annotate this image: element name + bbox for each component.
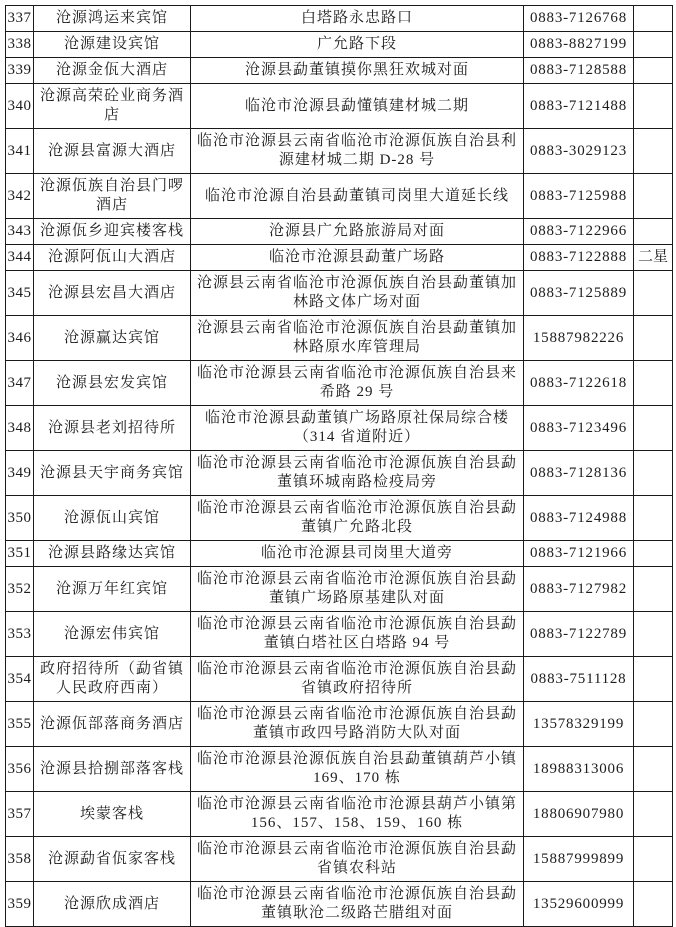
phone-cell: 0883-7125988: [524, 174, 634, 219]
address-cell: 临沧市沧源县云南省临沧市沧源佤族自治县来希路 29 号: [191, 361, 524, 406]
table-row: [6, 657, 673, 702]
phone-cell: 0883-7128588: [524, 58, 634, 84]
address-cell: 沧源县云南省临沧市沧源佤族自治县勐董镇加林路原水库管理局: [191, 316, 524, 361]
table-row: [6, 612, 673, 657]
row-number-cell: 357: [6, 792, 34, 837]
row-number-cell: 338: [6, 32, 34, 58]
row-number-cell: 359: [6, 882, 34, 927]
hotel-name-cell: 沧源县拾捌部落客栈: [34, 747, 191, 792]
address-cell: 临沧市沧源自治县勐董镇司岗里大道延长线: [191, 174, 524, 219]
hotel-name-cell: 沧源县路缘达宾馆: [34, 541, 191, 567]
row-number-cell: 347: [6, 361, 34, 406]
phone-cell: 0883-7126768: [524, 6, 634, 32]
address-cell: 临沧市沧源县勐董镇广场路原社保局综合楼（314 省道附近）: [191, 406, 524, 451]
row-number-cell: 341: [6, 129, 34, 174]
address-cell: 沧源县云南省临沧市沧源佤族自治县勐董镇加林路文体广场对面: [191, 271, 524, 316]
hotel-name-cell: 沧源万年红宾馆: [34, 567, 191, 612]
phone-cell: 0883-3029123: [524, 129, 634, 174]
star-rating-cell: [634, 129, 673, 174]
phone-cell: 0883-7122789: [524, 612, 634, 657]
phone-cell: 15887982226: [524, 316, 634, 361]
star-rating-cell: [634, 567, 673, 612]
hotel-name-cell: 沧源高荣砼业商务酒店: [34, 84, 191, 129]
star-rating-cell: [634, 406, 673, 451]
phone-cell: 0883-7121966: [524, 541, 634, 567]
address-cell: 广允路下段: [191, 32, 524, 58]
star-rating-cell: [634, 541, 673, 567]
address-cell: 临沧市沧源县司岗里大道旁: [191, 541, 524, 567]
hotel-name-cell: 沧源佤山宾馆: [34, 496, 191, 541]
star-rating-cell: [634, 657, 673, 702]
hotel-name-cell: 沧源县天宇商务宾馆: [34, 451, 191, 496]
table-row: [6, 316, 673, 361]
address-cell: 临沧市沧源县云南省临沧市沧源佤族自治县勐省镇农科站: [191, 837, 524, 882]
row-number-cell: 352: [6, 567, 34, 612]
star-rating-cell: [634, 271, 673, 316]
phone-cell: 0883-7122618: [524, 361, 634, 406]
hotel-name-cell: 沧源佤族自治县门啰酒店: [34, 174, 191, 219]
phone-cell: 0883-7121488: [524, 84, 634, 129]
table-row: [6, 219, 673, 245]
phone-cell: 0883-7127982: [524, 567, 634, 612]
star-rating-cell: [634, 316, 673, 361]
star-rating-cell: [634, 496, 673, 541]
table-row: [6, 496, 673, 541]
row-number-cell: 355: [6, 702, 34, 747]
phone-cell: 15887999899: [524, 837, 634, 882]
phone-cell: 0883-7122966: [524, 219, 634, 245]
phone-cell: 13578329199: [524, 702, 634, 747]
row-number-cell: 346: [6, 316, 34, 361]
address-cell: 临沧市沧源县云南省临沧市沧源佤族自治县勐董镇市政四号路消防大队对面: [191, 702, 524, 747]
table-row: [6, 6, 673, 32]
star-rating-cell: 二星: [634, 245, 673, 271]
phone-cell: 0883-7122888: [524, 245, 634, 271]
hotel-name-cell: 沧源县宏昌大酒店: [34, 271, 191, 316]
hotel-name-cell: 沧源宏伟宾馆: [34, 612, 191, 657]
star-rating-cell: [634, 174, 673, 219]
hotel-name-cell: 沧源建设宾馆: [34, 32, 191, 58]
table-row: [6, 837, 673, 882]
row-number-cell: 350: [6, 496, 34, 541]
phone-cell: 18988313006: [524, 747, 634, 792]
address-cell: 临沧市沧源县沧源佤族自治县勐董镇葫芦小镇 169、170 栋: [191, 747, 524, 792]
row-number-cell: 356: [6, 747, 34, 792]
phone-cell: 0883-7511128: [524, 657, 634, 702]
table-row: [6, 32, 673, 58]
hotel-name-cell: 沧源赢达宾馆: [34, 316, 191, 361]
table-row: [6, 58, 673, 84]
hotel-name-cell: 沧源县宏发宾馆: [34, 361, 191, 406]
row-number-cell: 337: [6, 6, 34, 32]
hotel-name-cell: 埃蒙客栈: [34, 792, 191, 837]
hotel-name-cell: 沧源县老刘招待所: [34, 406, 191, 451]
star-rating-cell: [634, 747, 673, 792]
table-row: [6, 451, 673, 496]
row-number-cell: 343: [6, 219, 34, 245]
address-cell: 白塔路永忠路口: [191, 6, 524, 32]
star-rating-cell: [634, 84, 673, 129]
star-rating-cell: [634, 58, 673, 84]
phone-cell: 18806907980: [524, 792, 634, 837]
address-cell: 临沧市沧源县云南省临沧市沧源佤族自治县勐省镇政府招待所: [191, 657, 524, 702]
star-rating-cell: [634, 792, 673, 837]
phone-cell: 0883-7125889: [524, 271, 634, 316]
address-cell: 临沧市沧源县云南省临沧市沧源佤族自治县勐董镇环城南路检疫局旁: [191, 451, 524, 496]
star-rating-cell: [634, 6, 673, 32]
hotel-name-cell: 沧源县富源大酒店: [34, 129, 191, 174]
table-row: [6, 361, 673, 406]
phone-cell: 0883-7124988: [524, 496, 634, 541]
star-rating-cell: [634, 451, 673, 496]
row-number-cell: 354: [6, 657, 34, 702]
address-cell: 临沧市沧源县云南省临沧市沧源县葫芦小镇第 156、157、158、159、160 栋: [191, 792, 524, 837]
phone-cell: 0883-7123496: [524, 406, 634, 451]
row-number-cell: 342: [6, 174, 34, 219]
phone-cell: 13529600999: [524, 882, 634, 927]
hotel-name-cell: 政府招待所（勐省镇人民政府西南）: [34, 657, 191, 702]
star-rating-cell: [634, 837, 673, 882]
hotel-name-cell: 沧源鸿运来宾馆: [34, 6, 191, 32]
table-row: [6, 567, 673, 612]
address-cell: 临沧市沧源县云南省临沧市沧源佤族自治县利源建材城二期 D-28 号: [191, 129, 524, 174]
row-number-cell: 358: [6, 837, 34, 882]
hotel-name-cell: 沧源阿佤山大酒店: [34, 245, 191, 271]
star-rating-cell: [634, 882, 673, 927]
table-row: [6, 406, 673, 451]
hotel-name-cell: 沧源佤乡迎宾楼客栈: [34, 219, 191, 245]
row-number-cell: 339: [6, 58, 34, 84]
phone-cell: 0883-7128136: [524, 451, 634, 496]
hotel-name-cell: 沧源勐省佤家客栈: [34, 837, 191, 882]
star-rating-cell: [634, 32, 673, 58]
address-cell: 临沧市沧源县勐懂镇建材城二期: [191, 84, 524, 129]
star-rating-cell: [634, 612, 673, 657]
hotel-table-body: [6, 6, 673, 927]
hotel-name-cell: 沧源佤部落商务酒店: [34, 702, 191, 747]
row-number-cell: 349: [6, 451, 34, 496]
table-row: [6, 174, 673, 219]
hotel-name-cell: 沧源欣成酒店: [34, 882, 191, 927]
row-number-cell: 353: [6, 612, 34, 657]
row-number-cell: 340: [6, 84, 34, 129]
address-cell: 临沧市沧源县云南省临沧市沧源佤族自治县勐董镇广允路北段: [191, 496, 524, 541]
table-row: [6, 129, 673, 174]
row-number-cell: 345: [6, 271, 34, 316]
row-number-cell: 351: [6, 541, 34, 567]
table-row: [6, 84, 673, 129]
table-row: [6, 541, 673, 567]
table-row: [6, 792, 673, 837]
star-rating-cell: [634, 702, 673, 747]
table-row: [6, 245, 673, 271]
star-rating-cell: [634, 219, 673, 245]
phone-cell: 0883-8827199: [524, 32, 634, 58]
row-number-cell: 348: [6, 406, 34, 451]
table-row: [6, 271, 673, 316]
star-rating-cell: [634, 361, 673, 406]
hotel-name-cell: 沧源金佤大酒店: [34, 58, 191, 84]
address-cell: 沧源县勐董镇摸你黑狂欢城对面: [191, 58, 524, 84]
address-cell: 临沧市沧源县云南省临沧市沧源佤族自治县勐董镇白塔社区白塔路 94 号: [191, 612, 524, 657]
table-row: [6, 882, 673, 927]
hotel-directory-table: [5, 5, 673, 927]
table-row: [6, 702, 673, 747]
address-cell: 临沧市沧源县云南省临沧市沧源佤族自治县勐董镇耿沧二级路芒腊组对面: [191, 882, 524, 927]
table-row: [6, 747, 673, 792]
address-cell: 临沧市沧源县云南省临沧市沧源佤族自治县勐董镇广场路原基建队对面: [191, 567, 524, 612]
row-number-cell: 344: [6, 245, 34, 271]
address-cell: 临沧市沧源县勐董广场路: [191, 245, 524, 271]
address-cell: 沧源县广允路旅游局对面: [191, 219, 524, 245]
